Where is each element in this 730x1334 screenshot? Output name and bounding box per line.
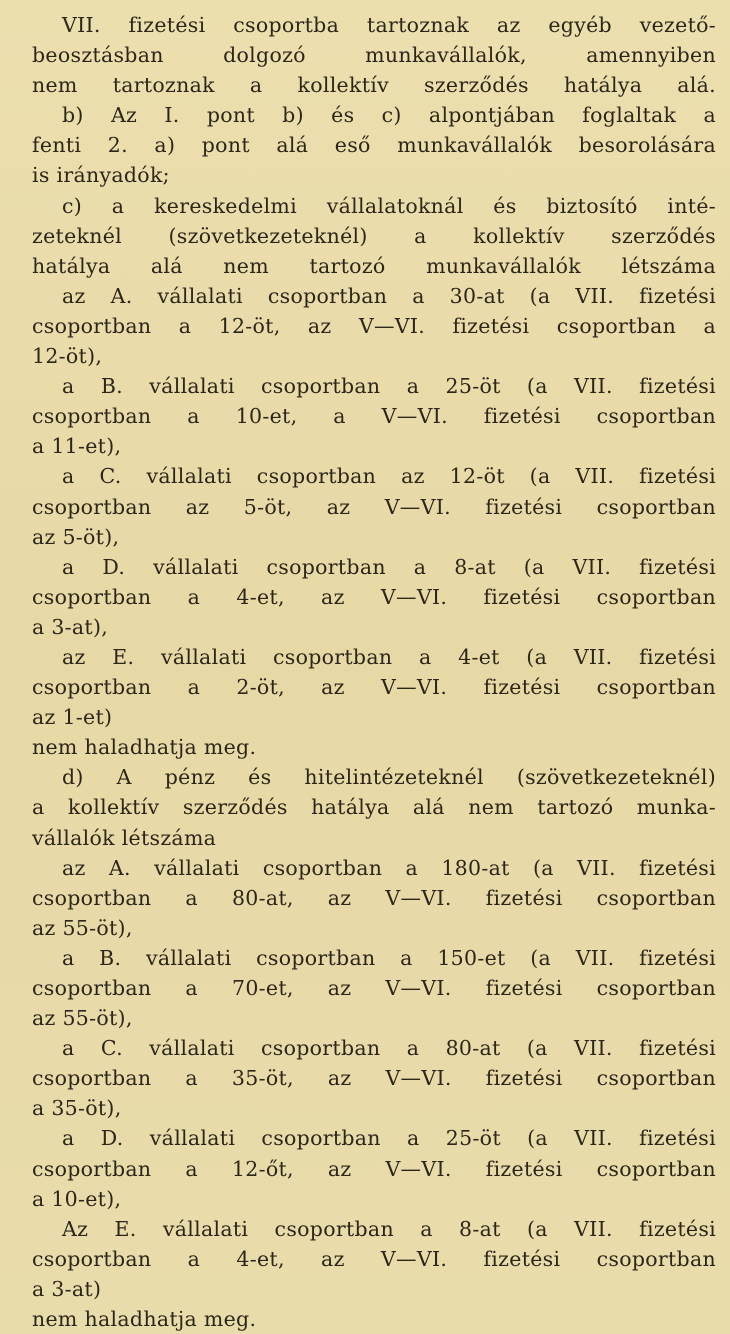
text-line: a D. vállalati csoportban a 8-at (a VII. fizetési (62, 554, 716, 579)
text-line: csoportban a 12-őt, az V—VI. fizetési csoportban (32, 1156, 716, 1181)
text-line: csoportban a 2-öt, az V—VI. fizetési csoportban (32, 675, 716, 700)
text-line: csoportban a 35-öt, az V—VI. fizetési csoportban (32, 1066, 716, 1091)
text-line: csoportban a 80-at, az V—VI. fizetési csoportban (32, 885, 716, 910)
text-line: az 55-öt), (32, 1006, 133, 1031)
text-line: csoportban a 10-et, a V—VI. fizetési csoportban (32, 404, 716, 429)
text-line: a 11-et), (32, 434, 122, 459)
text-line: nem haladhatja meg. (32, 735, 257, 760)
text-line: a 3-at) (32, 1276, 102, 1301)
text-line: az E. vállalati csoportban a 4-et (a VII. fizetési (62, 644, 716, 669)
text-line: a C. vállalati csoportban az 12-öt (a VII. fizetési (62, 464, 716, 489)
text-line: zeteknél (szövetkezeteknél) a kollektív szerződés (32, 223, 716, 248)
text-line: az A. vállalati csoportban a 180-at (a VII. fizetési (62, 855, 716, 880)
text-line: nem tartoznak a kollektív szerződés hatálya alá. (32, 73, 716, 98)
text-line: is irányadók; (32, 163, 170, 188)
text-line: az 5-öt), (32, 524, 120, 549)
text-line: csoportban a 12-öt, az V—VI. fizetési csoportban a (32, 313, 716, 338)
text-line: a 3-at), (32, 614, 109, 639)
text-line: a kollektív szerződés hatálya alá nem tartozó munka- (32, 795, 716, 820)
text-line: d) A pénz és hitelintézeteknél (szövetkezeteknél) (62, 765, 716, 790)
text-line: vállalók létszáma (32, 825, 217, 850)
text-line: a D. vállalati csoportban a 25-öt (a VII. fizetési (62, 1126, 716, 1151)
text-line: b) Az I. pont b) és c) alpontjában foglaltak a (62, 103, 716, 128)
text-line: a B. vállalati csoportban a 25-öt (a VII. fizetési (62, 374, 716, 399)
text-line: a 35-öt), (32, 1096, 122, 1121)
text-line: csoportban a 70-et, az V—VI. fizetési csoportban (32, 976, 716, 1000)
text-line: fenti 2. a) pont alá eső munkavállalók besorolására (32, 133, 716, 158)
text-line: az 55-öt), (32, 915, 133, 940)
text-line: csoportban a 4-et, az V—VI. fizetési csoportban (32, 584, 716, 609)
text-line: a C. vállalati csoportban a 80-at (a VII. fizetési (62, 1036, 716, 1061)
text-line: az A. vállalati csoportban a 30-at (a VII. fizetési (62, 283, 716, 308)
text-line: a 10-et), (32, 1186, 122, 1211)
text-line: nem haladhatja meg. (32, 1307, 257, 1332)
text-line: a B. vállalati csoportban a 150-et (a VII. fizetési (62, 945, 716, 970)
text-line: csoportban a 4-et, az V—VI. fizetési csoportban (32, 1246, 716, 1271)
text-line: VII. fizetési csoportba tartoznak az egyéb vezető- (62, 13, 716, 37)
text-line: csoportban az 5-öt, az V—VI. fizetési csoportban (32, 494, 716, 519)
text-line: Az E. vállalati csoportban a 8-at (a VII. fizetési (62, 1216, 716, 1241)
text-line: 12-öt), (32, 344, 103, 369)
text-line: az 1-et) (32, 705, 113, 730)
text-line: beosztásban dolgozó munkavállalók, amennyiben (32, 43, 716, 68)
text-line: c) a kereskedelmi vállalatoknál és biztosító inté- (62, 193, 716, 218)
text-line: hatálya alá nem tartozó munkavállalók létszáma (32, 253, 716, 278)
